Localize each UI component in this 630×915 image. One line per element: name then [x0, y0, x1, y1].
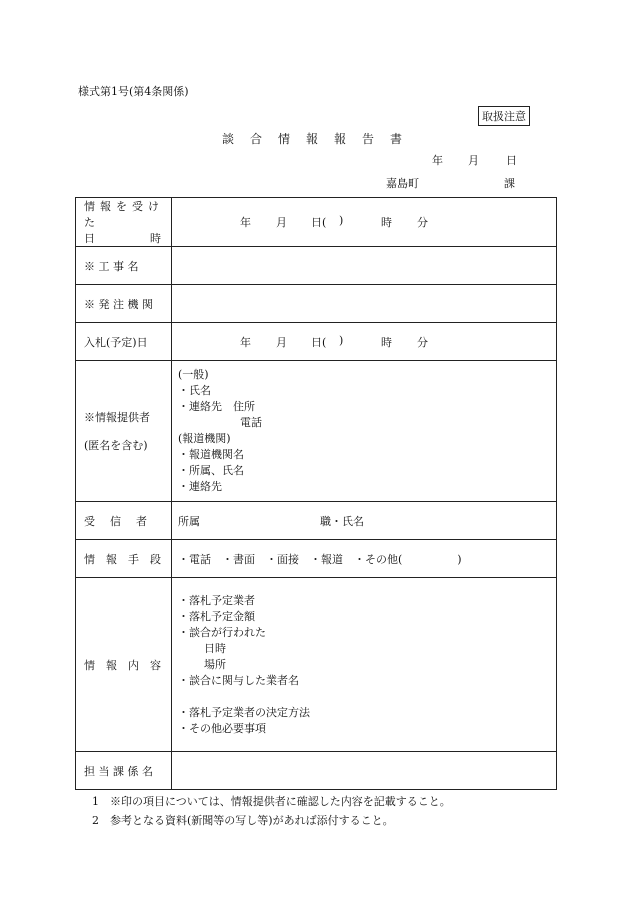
- footnote: 1 ※印の項目については、情報提供者に確認した内容を記載すること。: [92, 795, 451, 808]
- report-form-table: [75, 197, 557, 790]
- informant-item: (報道機関): [178, 432, 231, 445]
- field-info-content[interactable]: [172, 578, 557, 752]
- content-item: ・談合が行われた: [178, 625, 266, 639]
- row-bid-date: [76, 323, 557, 361]
- section-suffix: 課: [504, 177, 515, 190]
- label-info-content: 情 報 内 容: [76, 578, 172, 752]
- field-received-datetime[interactable]: 年 月 日( ) 時 分: [172, 198, 557, 247]
- row-project-name: [76, 247, 557, 285]
- info-means-options: ・電話 ・書面 ・面接 ・報道 ・その他( ): [178, 552, 462, 566]
- row-info-means: [76, 540, 557, 578]
- label-bid-date: 入札(予定)日: [76, 323, 172, 361]
- label-receiver: 受 信 者: [76, 502, 172, 540]
- content-item: ・落札予定金額: [178, 609, 255, 623]
- handling-caution-stamp: 取扱注意: [478, 106, 530, 126]
- label-received-hi: 日: [84, 232, 95, 245]
- report-date: [432, 152, 517, 168]
- label-received-line1: 情報を受けた: [84, 200, 164, 229]
- field-informant[interactable]: [172, 361, 557, 502]
- informant-item: ・所属、氏名: [178, 464, 244, 477]
- informant-item: ・報道機関名: [178, 448, 244, 461]
- date-day: 日: [506, 154, 517, 167]
- row-receiver: [76, 502, 557, 540]
- label-info-means: 情 報 手 段: [76, 540, 172, 578]
- row-info-content: [76, 578, 557, 752]
- informant-item: ・氏名: [178, 384, 211, 397]
- date-month: 月: [468, 154, 479, 167]
- receiver-title-name: 職・氏名: [320, 514, 364, 528]
- document-title: 談合情報報告書: [221, 132, 418, 146]
- label-informant-sub: (匿名を含む): [84, 439, 148, 452]
- content-item: ・落札予定業者: [178, 593, 255, 607]
- label-received-datetime: [76, 198, 172, 247]
- content-item: ・談合に関与した業者名: [178, 673, 299, 687]
- label-received-ji: 時: [150, 232, 161, 245]
- row-informant: [76, 361, 557, 502]
- field-staff[interactable]: [172, 752, 557, 790]
- footnote: 2 参考となる資料(新聞等の写し等)があれば添付すること。: [92, 814, 394, 827]
- field-ordering-agency[interactable]: [172, 285, 557, 323]
- content-item: [178, 689, 556, 705]
- town-name: 嘉島町: [386, 177, 419, 190]
- informant-item: (一般): [178, 368, 209, 381]
- field-info-means[interactable]: [172, 540, 557, 578]
- label-project-name: ※ 工 事 名: [76, 247, 172, 285]
- content-item: 場所: [204, 657, 226, 671]
- informant-item: ・連絡先 住所: [178, 400, 255, 413]
- content-item: ・その他必要事項: [178, 721, 266, 735]
- field-project-name[interactable]: [172, 247, 557, 285]
- informant-item: 電話: [240, 416, 262, 429]
- informant-item: ・連絡先: [178, 480, 222, 493]
- content-item: 日時: [204, 641, 226, 655]
- label-informant-main: ※情報提供者: [84, 411, 150, 424]
- field-bid-date[interactable]: 年 月 日( ) 時 分: [172, 323, 557, 361]
- footnotes: [92, 792, 451, 830]
- label-informant: [76, 361, 172, 502]
- form-number: 様式第1号(第4条関係): [78, 85, 189, 98]
- receiver-affiliation: 所属: [178, 514, 200, 528]
- row-ordering-agency: [76, 285, 557, 323]
- department-line: [386, 175, 515, 191]
- label-staff: 担 当 課 係 名: [76, 752, 172, 790]
- label-ordering-agency: ※ 発 注 機 関: [76, 285, 172, 323]
- field-receiver[interactable]: [172, 502, 557, 540]
- row-staff: [76, 752, 557, 790]
- row-received-datetime: [76, 198, 557, 247]
- content-item: ・落札予定業者の決定方法: [178, 705, 310, 719]
- date-year: 年: [432, 154, 443, 167]
